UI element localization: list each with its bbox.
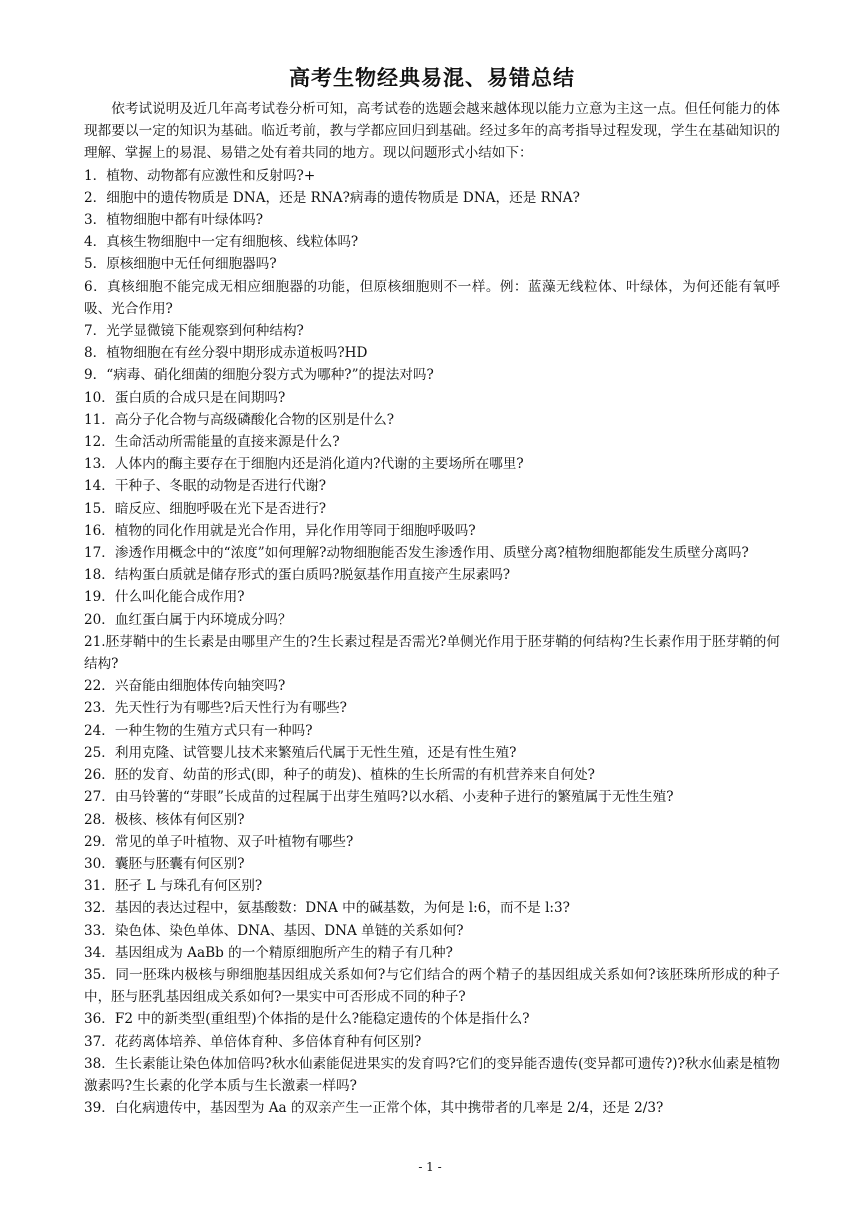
question-item: 20．血红蛋白属于内环境成分吗？ bbox=[84, 611, 292, 628]
question-item: 39．白化病遗传中，基因型为 Aa 的双亲产生一正常个体，其中携带者的几率是 2/4，还是 2/3? bbox=[84, 1100, 664, 1117]
question-item: 26．胚的发育、幼苗的形式(即，种子的萌发)、植株的生长所需的有机营养来自何处? bbox=[84, 767, 595, 784]
question-item: 28．极核、核体有何区别? bbox=[84, 811, 245, 828]
question-item: 36．F2 中的新类型(重组型)个体指的是什么?能稳定遗传的个体是指什么? bbox=[84, 1011, 530, 1028]
question-item: 1．植物、动物都有应激性和反射吗?+ bbox=[84, 167, 316, 184]
question-item: 24．一种生物的生殖方式只有一种吗? bbox=[84, 722, 313, 739]
question-item: 32．基因的表达过程中，氨基酸数：DNA 中的碱基数，为何是 l:6，而不是 l:3? bbox=[84, 900, 570, 917]
question-item: 9．“病毒、硝化细菌的细胞分裂方式为哪种?”的提法对吗? bbox=[84, 367, 434, 384]
intro-paragraph: 依考试说明及近几年高考试卷分析可知，高考试卷的选题会越来越体现以能力立意为主这一点。但任何能力的体现都要以一定的知识为基础。临近考前，教与学都应回归到基础。经过多年的高考指导过程发现，学生在基础知识的理解、掌握上的易混、易错之处有着共同的地方。现以问题形式小结如下： bbox=[84, 101, 780, 162]
question-item: 16．植物的同化作用就是光合作用，异化作用等同于细胞呼吸吗? bbox=[84, 522, 476, 539]
question-item: 4．真核生物细胞中一定有细胞核、线粒体吗? bbox=[84, 234, 359, 251]
question-list bbox=[84, 165, 780, 1120]
question-item: 38．生长素能让染色体加倍吗?秋水仙素能促进果实的发育吗?它们的变异能否遗传(变异都可遗传?)?秋水仙素是植物激素吗?生长素的化学本质与生长激素一样吗? bbox=[84, 1055, 780, 1094]
question-item: 5．原核细胞中无任何细胞器吗? bbox=[84, 256, 277, 273]
question-item: 18．结构蛋白质就是储存形式的蛋白质吗?脱氨基作用直接产生尿素吗? bbox=[84, 567, 511, 584]
question-item: 12．生命活动所需能量的直接来源是什么? bbox=[84, 434, 340, 451]
question-item: 10．蛋白质的合成只是在间期吗? bbox=[84, 389, 286, 406]
question-item: 19．什么叫化能合成作用? bbox=[84, 589, 245, 606]
question-item: 21.胚芽鞘中的生长素是由哪里产生的?生长素过程是否需光?单侧光作用于胚芽鞘的何结构?生长素作用于胚芽鞘的何结构? bbox=[84, 633, 780, 673]
question-item: 29．常见的单子叶植物、双子叶植物有哪些? bbox=[84, 833, 354, 850]
question-item: 33．染色体、染色单体、DNA、基因、DNA 单链的关系如何? bbox=[84, 922, 464, 939]
question-item: 3．植物细胞中都有叶绿体吗? bbox=[84, 212, 264, 229]
question-item: 11．高分子化合物与高级磷酸化合物的区别是什么? bbox=[84, 411, 395, 428]
question-item: 37．花药离体培养、单倍体育种、多倍体育种有何区别? bbox=[84, 1033, 422, 1050]
question-item: 22．兴奋能由细胞体传向轴突吗? bbox=[84, 678, 286, 695]
document-title: 高考生物经典易混、易错总结 bbox=[289, 65, 575, 90]
page-number: - 1 - bbox=[418, 1160, 442, 1174]
question-item: 13．人体内的酶主要存在于细胞内还是消化道内?代谢的主要场所在哪里? bbox=[84, 456, 524, 473]
question-item: 30．囊胚与胚囊有何区别? bbox=[84, 855, 245, 872]
question-item: 2．细胞中的遗传物质是 DNA，还是 RNA?病毒的遗传物质是 DNA，还是 RNA? bbox=[84, 189, 580, 206]
question-item: 15．暗反应、细胞呼吸在光下是否进行? bbox=[84, 500, 327, 517]
question-item: 27．由马铃薯的“芽眼”长成苗的过程属于出芽生殖吗?以水稻、小麦种子进行的繁殖属于无性生殖? bbox=[84, 789, 674, 806]
question-item: 23．先天性行为有哪些?后天性行为有哪些? bbox=[84, 700, 347, 717]
question-item: 6．真核细胞不能完成无相应细胞器的功能，但原核细胞则不一样。例：蓝藻无线粒体、叶绿体，为何还能有氧呼吸、光合作用? bbox=[84, 278, 780, 317]
question-item: 7．光学显微镜下能观察到何种结构? bbox=[84, 323, 304, 340]
question-item: 14．干种子、冬眠的动物是否进行代谢? bbox=[84, 478, 327, 495]
question-item: 8．植物细胞在有丝分裂中期形成赤道板吗?HD bbox=[84, 345, 368, 362]
question-item: 17．渗透作用概念中的“浓度”如何理解?动物细胞能否发生渗透作用、质壁分离?植物细胞都能发生质壁分离吗? bbox=[84, 545, 749, 562]
question-item: 35．同一胚珠内极核与卵细胞基因组成关系如何?与它们结合的两个精子的基因组成关系如何?该胚珠所形成的种子中，胚与胚乳基因组成关系如何?一果实中可否形成不同的种子? bbox=[84, 966, 780, 1006]
question-item: 34．基因组成为 AaBb 的一个精原细胞所产生的精子有几种? bbox=[84, 944, 453, 961]
question-item: 31．胚孑 L 与珠孔有何区别? bbox=[84, 878, 263, 895]
question-item: 25．利用克隆、试管婴儿技术来繁殖后代属于无性生殖，还是有性生殖? bbox=[84, 744, 517, 761]
